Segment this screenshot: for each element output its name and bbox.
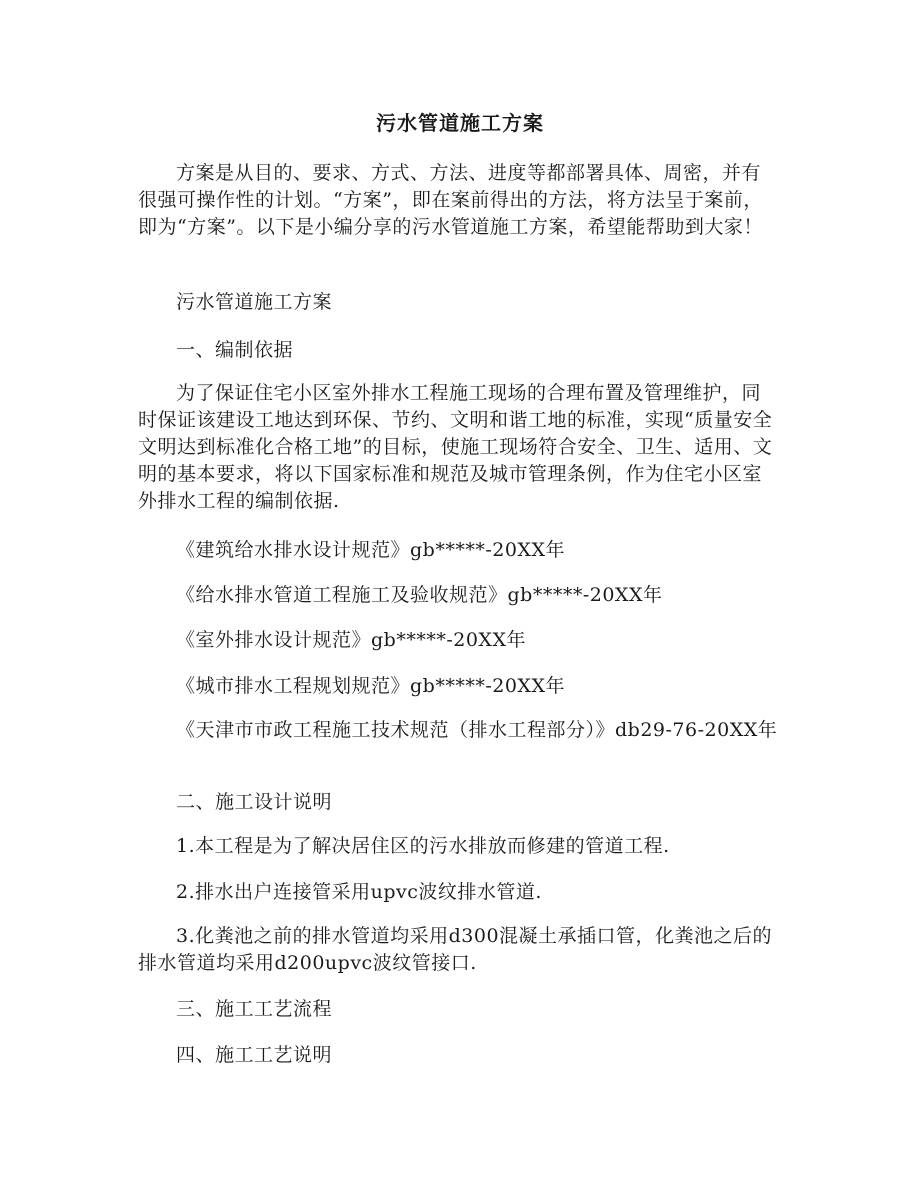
section-heading-4: 四、施工工艺说明	[176, 1044, 333, 1066]
reference-item: 《建筑给水排水设计规范》gb*****-20XX年	[176, 539, 565, 561]
design-item: 2.排水出户连接管采用upvc波纹排水管道.	[176, 881, 542, 903]
design-item: 3.化粪池之前的排水管道均采用d300混凝土承插口管，化粪池之后的排水管道均采用d200upvc波纹管接口.	[138, 925, 773, 974]
intro-paragraph: 方案是从目的、要求、方式、方法、进度等都部署具体、周密，并有很强可操作性的计划。“方案”，即在案前得出的方法，将方法呈于案前，即为“方案”。以下是小编分享的污水管道施工方案，希望能帮助到大家！	[138, 162, 763, 238]
section-heading-title: 污水管道施工方案	[176, 291, 333, 313]
reference-item: 《给水排水管道工程施工及验收规范》gb*****-20XX年	[176, 584, 663, 606]
reference-item: 《室外排水设计规范》gb*****-20XX年	[176, 629, 526, 651]
basis-paragraph: 为了保证住宅小区室外排水工程施工现场的合理布置及管理维护，同时保证该建设工地达到环保、节约、文明和谐工地的标准，实现“质量安全文明达到标准化合格工地”的目标，使施工现场符合安全、卫生、适用、文明的基本要求，将以下国家标准和规范及城市管理条例，作为住宅小区室外排水工程的编制依据.	[138, 382, 773, 512]
section-heading-2: 二、施工设计说明	[176, 791, 333, 813]
design-item: 1.本工程是为了解决居住区的污水排放而修建的管道工程.	[176, 835, 670, 857]
reference-item: 《城市排水工程规划规范》gb*****-20XX年	[176, 675, 565, 697]
document-title: 污水管道施工方案	[376, 111, 544, 135]
section-heading-3: 三、施工工艺流程	[176, 998, 333, 1020]
section-heading-1: 一、编制依据	[176, 339, 294, 361]
reference-item: 《天津市市政工程施工技术规范（排水工程部分）》db29-76-20XX年	[176, 719, 778, 741]
